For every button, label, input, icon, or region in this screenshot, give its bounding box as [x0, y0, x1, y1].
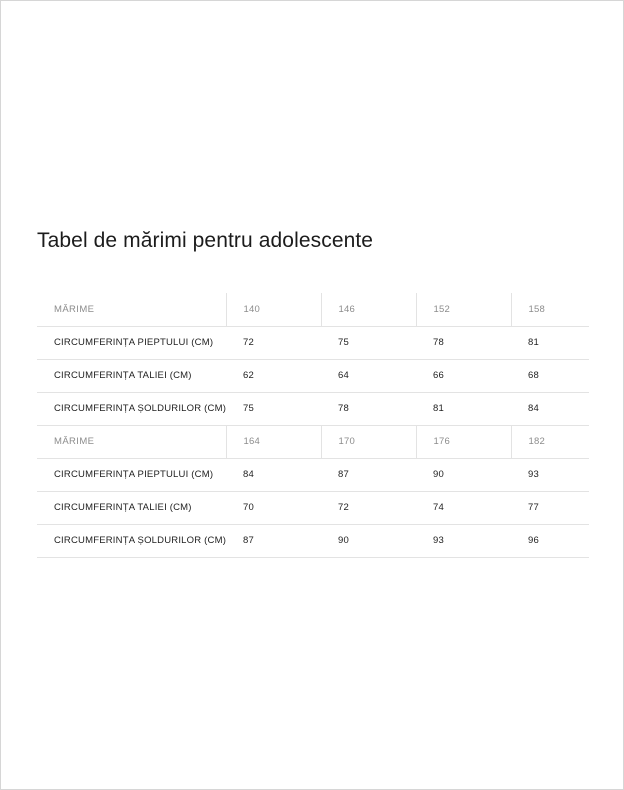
measurement-value: 93: [511, 458, 589, 491]
size-header-cell: 164: [226, 425, 321, 458]
measurement-value: 62: [226, 359, 321, 392]
measurement-value: 84: [511, 392, 589, 425]
size-header-cell: 170: [321, 425, 416, 458]
size-header-cell: 140: [226, 293, 321, 326]
measurement-value: 90: [321, 524, 416, 557]
measurement-label: CIRCUMFERINȚA TALIEI (CM): [37, 359, 226, 392]
table-row: [37, 392, 589, 425]
page-title: Tabel de mărimi pentru adolescente: [37, 229, 374, 252]
measurement-value: 78: [321, 392, 416, 425]
table-row: [37, 359, 589, 392]
size-header-label: MĂRIME: [37, 425, 226, 458]
measurement-value: 68: [511, 359, 589, 392]
size-chart-table: [37, 293, 589, 558]
measurement-value: 90: [416, 458, 511, 491]
table-row: [37, 491, 589, 524]
measurement-value: 64: [321, 359, 416, 392]
measurement-value: 81: [416, 392, 511, 425]
size-header-cell: 146: [321, 293, 416, 326]
measurement-value: 72: [321, 491, 416, 524]
measurement-value: 70: [226, 491, 321, 524]
size-header-label: MĂRIME: [37, 293, 226, 326]
measurement-value: 84: [226, 458, 321, 491]
measurement-label: CIRCUMFERINȚA ȘOLDURILOR (CM): [37, 392, 226, 425]
size-header-row: [37, 293, 589, 326]
measurement-value: 81: [511, 326, 589, 359]
measurement-value: 96: [511, 524, 589, 557]
measurement-label: CIRCUMFERINȚA TALIEI (CM): [37, 491, 226, 524]
size-header-cell: 158: [511, 293, 589, 326]
size-header-cell: 176: [416, 425, 511, 458]
measurement-value: 87: [226, 524, 321, 557]
measurement-value: 93: [416, 524, 511, 557]
measurement-value: 72: [226, 326, 321, 359]
size-header-cell: 182: [511, 425, 589, 458]
measurement-label: CIRCUMFERINȚA ȘOLDURILOR (CM): [37, 524, 226, 557]
table-row: [37, 326, 589, 359]
size-header-cell: 152: [416, 293, 511, 326]
measurement-value: 75: [321, 326, 416, 359]
table-row: [37, 524, 589, 557]
measurement-value: 78: [416, 326, 511, 359]
size-header-row: [37, 425, 589, 458]
measurement-value: 66: [416, 359, 511, 392]
measurement-label: CIRCUMFERINȚA PIEPTULUI (CM): [37, 326, 226, 359]
measurement-label: CIRCUMFERINȚA PIEPTULUI (CM): [37, 458, 226, 491]
measurement-value: 75: [226, 392, 321, 425]
measurement-value: 77: [511, 491, 589, 524]
table-row: [37, 458, 589, 491]
measurement-value: 74: [416, 491, 511, 524]
measurement-value: 87: [321, 458, 416, 491]
